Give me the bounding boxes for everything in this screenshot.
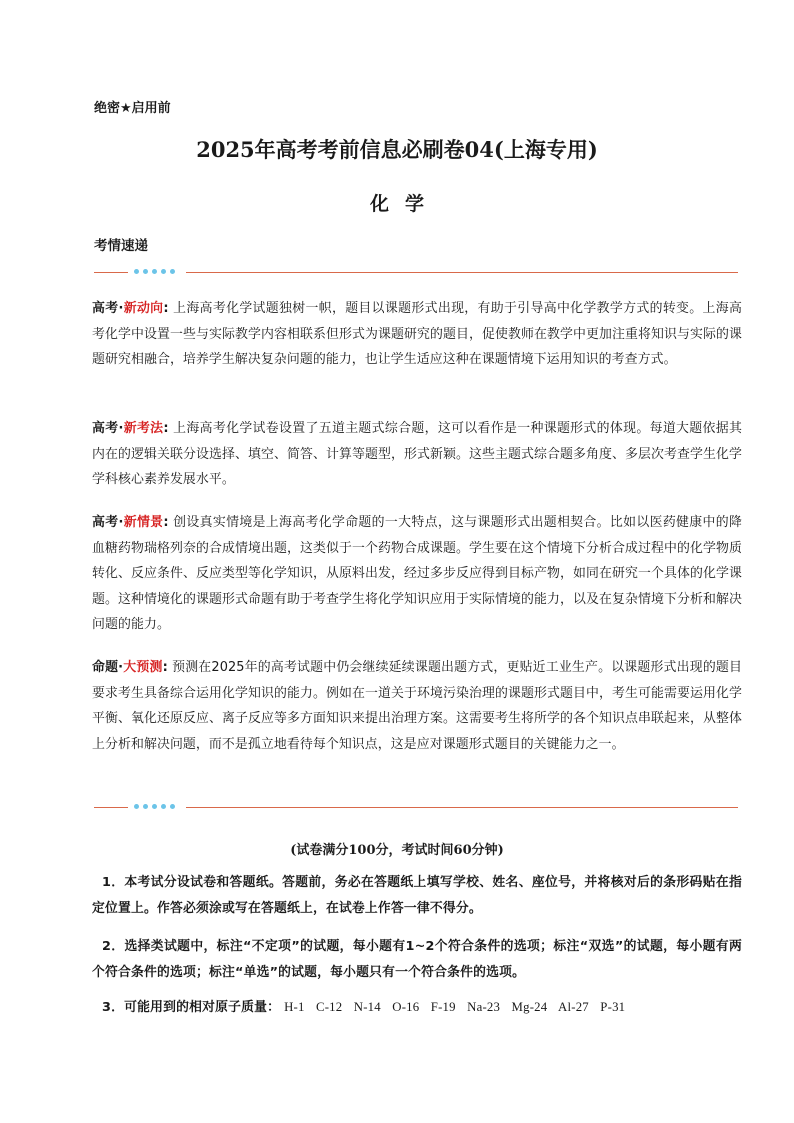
paragraph-tag: 新考法 xyxy=(123,421,164,436)
divider-dots xyxy=(134,804,175,809)
atomic-mass-values: H-1 C-12 N-14 O-16 F-19 Na-23 Mg-24 Al-27 P-31 xyxy=(284,1000,626,1014)
dot-icon xyxy=(170,269,175,274)
section-divider-bottom xyxy=(94,803,738,813)
instruction-3 xyxy=(92,994,742,1021)
instruction-2: 2．选择类试题中，标注“不定项”的试题，每小题有1~2个符合条件的选项；标注“双选”的试题，每小题有两个符合条件的选项；标注“单选”的试题，每小题只有一个符合条件的选项。 xyxy=(92,939,742,980)
paragraph-sep: : xyxy=(163,515,169,530)
dot-icon xyxy=(161,269,166,274)
paragraph-new-method xyxy=(92,416,742,493)
dot-icon xyxy=(152,269,157,274)
paragraph-label: 高考· xyxy=(92,515,124,530)
dot-icon xyxy=(143,269,148,274)
section-divider-top xyxy=(94,268,738,278)
divider-line xyxy=(186,272,738,273)
paragraph-tag: 新情景 xyxy=(123,515,164,530)
paragraph-text: 预测在2025年的高考试题中仍会继续延续课题出题方式，更贴近工业生产。以课题形式出现的题目要求考生具备综合运用化学知识的能力。例如在一道关于环境污染治理的课题形式题目中，考生可能需要运用化学平衡、氧化还原反应、离子反应等多方面知识来提出治理方案。这需要考生将所学的各个知识点串联起来，从整体上分析和解决问题，而不是孤立地看待每个知识点，这是应对课题形式题目的关键能力之一。 xyxy=(92,660,742,752)
paragraph-text: 上海高考化学试题独树一帜，题目以课题形式出现，有助于引导高中化学教学方式的转变。上海高考化学中设置一些与实际教学内容相联系但形式为课题研究的题目，促使教师在教学中更加注重将知识与实际的课题研究相融合，培养学生解决复杂问题的能力，也让学生适应这种在课题情境下运用知识的考查方式。 xyxy=(92,301,742,367)
paragraph-sep: : xyxy=(162,660,168,675)
dot-icon xyxy=(134,804,139,809)
dot-icon xyxy=(143,804,148,809)
paragraph-tag: 大预测 xyxy=(123,660,163,675)
paragraph-text: 创设真实情境是上海高考化学命题的一大特点，这与课题形式出题相契合。比如以医药健康中的降血糖药物瑞格列奈的合成情境出题，这类似于一个药物合成课题。学生要在这个情境下分析合成过程中的化学物质转化、反应条件、反应类型等化学知识，从原料出发，经过多步反应得到目标产物，如同在研究一个具体的化学课题。这种情境化的课题形式命题有助于考查学生将化学知识应用于实际情境的能力，以及在复杂情境下分析和解决问题的能力。 xyxy=(92,515,742,632)
paragraph-new-direction xyxy=(92,296,742,373)
divider-line xyxy=(186,807,738,808)
divider-line xyxy=(94,807,128,808)
instruction-1: 1．本考试分设试卷和答题纸。答题前，务必在答题纸上填写学校、姓名、座位号，并将核对后的条形码贴在指定位置上。作答必须涂或写在答题纸上，在试卷上作答一律不得分。 xyxy=(92,875,742,916)
divider-line xyxy=(94,272,128,273)
section-heading: 考情速递 xyxy=(94,238,148,254)
exam-info: (试卷满分100分，考试时间60分钟) xyxy=(290,843,504,858)
paragraph-tag: 新动向 xyxy=(123,301,164,316)
paragraph-label: 高考· xyxy=(92,421,124,436)
page-title: 2025年高考考前信息必刷卷04(上海专用) xyxy=(196,137,598,162)
dot-icon xyxy=(170,804,175,809)
paragraph-sep: : xyxy=(163,421,169,436)
paragraph-new-scenario xyxy=(92,510,742,638)
subject-heading: 化学 xyxy=(369,193,440,215)
paragraph-sep: : xyxy=(163,301,169,316)
atomic-mass-label: 3．可能用到的相对原子质量： xyxy=(102,1000,281,1015)
paragraph-label: 高考· xyxy=(92,301,124,316)
paragraph-label: 命题· xyxy=(92,660,124,675)
paragraph-prediction xyxy=(92,655,742,757)
dot-icon xyxy=(152,804,157,809)
paragraph-text: 上海高考化学试卷设置了五道主题式综合题，这可以看作是一种课题形式的体现。每道大题依据其内在的逻辑关联分设选择、填空、简答、计算等题型，形式新颖。这些主题式综合题多角度、多层次考查学生化学学科核心素养发展水平。 xyxy=(92,421,742,487)
confidential-mark: 绝密★启用前 xyxy=(94,101,171,116)
divider-dots xyxy=(134,269,175,274)
dot-icon xyxy=(161,804,166,809)
dot-icon xyxy=(134,269,139,274)
